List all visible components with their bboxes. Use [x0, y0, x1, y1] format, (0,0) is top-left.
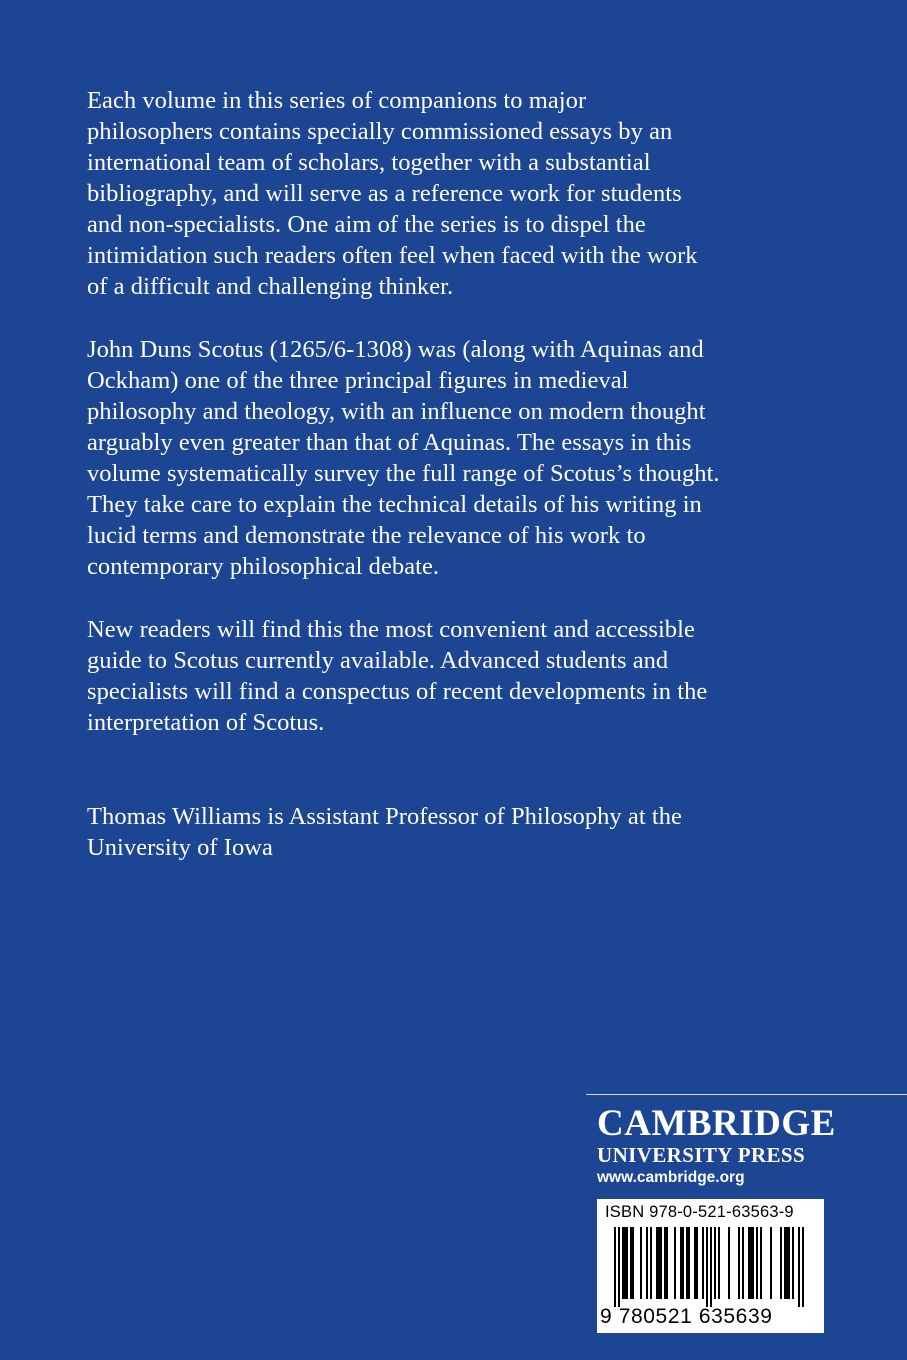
publisher-logo [597, 1105, 836, 1187]
barcode-panel [597, 1199, 824, 1333]
series-description-paragraph: Each volume in this series of companions to major philosophers contains specially commissioned essays by an international team of scholars, together with a substantial bibliography, and will serve as a reference work for students and non-specialists. One aim of the series is to dispel the intimidation such readers often feel when faced with the work of a difficult and challenging thinker. [87, 87, 698, 300]
barcode-digits: 9 780521 635639 [600, 1305, 773, 1328]
publisher-url: www.cambridge.org [597, 1169, 745, 1186]
barcode-bars [604, 1227, 817, 1307]
barcode-bar [664, 1227, 666, 1299]
barcode-bar [666, 1227, 668, 1299]
blurb-text [87, 85, 847, 863]
barcode-bar [646, 1227, 648, 1299]
barcode-bar [780, 1227, 782, 1299]
barcode-bar [786, 1227, 788, 1299]
barcode-bar [750, 1227, 752, 1299]
barcode-bar [680, 1227, 682, 1299]
barcode-bar [674, 1227, 676, 1299]
barcode-bar [626, 1227, 628, 1299]
barcode-bar [802, 1227, 804, 1307]
barcode-bar [682, 1227, 684, 1299]
isbn-label: ISBN 978-0-521-63563-9 [605, 1203, 794, 1221]
barcode-bar [748, 1227, 750, 1299]
barcode-bar [770, 1227, 772, 1299]
barcode-bar [660, 1227, 662, 1299]
author-note: Thomas Williams is Assistant Professor of Philosophy at the University of Iowa [87, 803, 682, 861]
barcode-bar [618, 1227, 620, 1307]
barcode-bar [788, 1227, 790, 1299]
barcode-bar [784, 1227, 786, 1299]
barcode-bar [706, 1227, 708, 1307]
barcode-bar [752, 1227, 754, 1299]
barcode-bar [614, 1227, 616, 1307]
barcode-bar [694, 1227, 696, 1299]
barcode-bar [630, 1227, 632, 1299]
barcode-bar [718, 1227, 720, 1299]
barcode-bar [650, 1227, 652, 1299]
barcode-bar [756, 1227, 758, 1299]
barcode-bar [792, 1227, 794, 1299]
barcode-bar [622, 1227, 624, 1299]
barcode-bar [696, 1227, 698, 1299]
barcode-bar [656, 1227, 658, 1299]
publisher-subname: UNIVERSITY PRESS [597, 1143, 806, 1167]
barcode-bar [632, 1227, 634, 1299]
barcode-bar [798, 1227, 800, 1307]
barcode-bar [686, 1227, 688, 1299]
barcode-bar [640, 1227, 642, 1299]
scotus-description-paragraph: John Duns Scotus (1265/6-1308) was (along with Aquinas and Ockham) one of the three principal figures in medieval philosophy and theology, with an influence on modern thought arguably even greater than that of Aquinas. The essays in this volume systematically survey the full range of Scotus’s thought. They take care to explain the technical details of his writing in lucid terms and demonstrate the relevance of his work to contemporary philosophical debate. [87, 336, 720, 580]
divider-line [586, 1094, 907, 1095]
barcode-bar [728, 1227, 730, 1299]
barcode-bar [710, 1227, 712, 1307]
barcode-bar [738, 1227, 740, 1299]
barcode-bar [742, 1227, 744, 1299]
publisher-name: CAMBRIDGE [597, 1103, 836, 1144]
barcode-bar [624, 1227, 626, 1299]
barcode-bar [702, 1227, 704, 1299]
barcode-bar [714, 1227, 716, 1299]
readers-paragraph: New readers will find this the most convenient and accessible guide to Scotus currently available. Advanced students and specialists will find a conspectus of recent developments in the interpretation of Scotus. [87, 616, 708, 736]
barcode-bar [658, 1227, 660, 1299]
barcode-bar [688, 1227, 690, 1299]
barcode-bar [760, 1227, 762, 1299]
